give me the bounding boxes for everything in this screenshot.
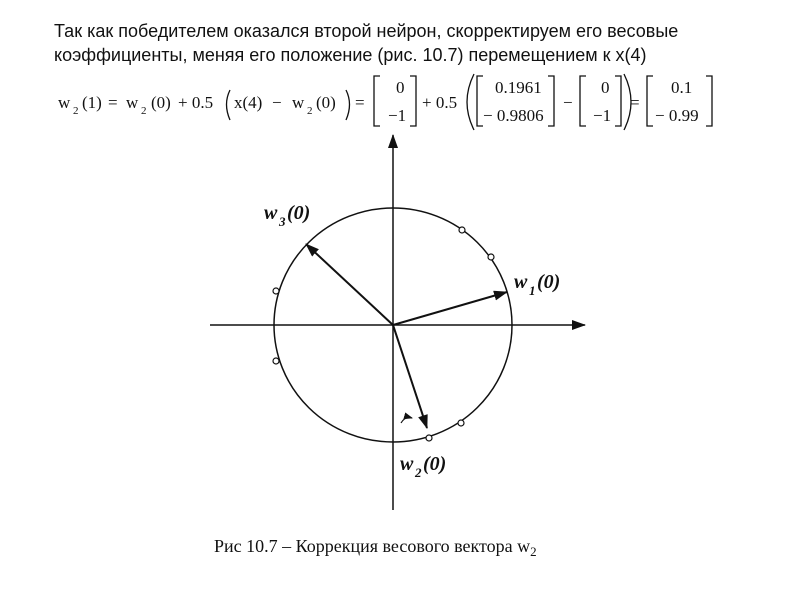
formula-sub-2a: 2 bbox=[73, 105, 79, 117]
input-point-x4 bbox=[426, 435, 432, 441]
matrix3-top: 0 bbox=[601, 78, 610, 97]
label-w2-arg: (0) bbox=[423, 453, 447, 475]
label-w1: w bbox=[514, 271, 528, 293]
label-w3-arg: (0) bbox=[287, 202, 311, 224]
formula-minus-2: − bbox=[563, 93, 573, 112]
matrix2-top: 0.1961 bbox=[495, 78, 542, 97]
formula-eq-3: = bbox=[630, 93, 640, 112]
formula-eq-2: = bbox=[355, 93, 365, 112]
label-w2: w bbox=[400, 453, 414, 475]
input-point bbox=[459, 227, 465, 233]
formula-plus-half: + 0.5 bbox=[178, 93, 214, 112]
vector-w2 bbox=[393, 325, 427, 428]
formula-w2-0b: w bbox=[292, 93, 305, 112]
formula-sub-2c: 2 bbox=[307, 105, 313, 117]
matrix1-bottom: −1 bbox=[388, 106, 407, 125]
formula-arg-0: (0) bbox=[151, 93, 171, 112]
paragraph-line-2: коэффициенты, меняя его положение (рис. 10.7) перемещением к x(4) bbox=[54, 45, 647, 65]
caption-text: Рис 10.7 – Коррекция весового вектора w bbox=[214, 536, 531, 556]
matrix3-bottom: −1 bbox=[593, 106, 612, 125]
input-point bbox=[488, 254, 494, 260]
formula-minus-1: − bbox=[272, 93, 282, 112]
figure-caption bbox=[214, 536, 537, 560]
formula-arg-0b: (0) bbox=[316, 93, 336, 112]
input-point bbox=[273, 358, 279, 364]
vector-w1 bbox=[393, 292, 507, 325]
formula-eq-1: = bbox=[108, 93, 118, 112]
label-w1-arg: (0) bbox=[537, 271, 561, 293]
label-w1-sub: 1 bbox=[529, 283, 536, 298]
caption-sub: 2 bbox=[530, 544, 537, 559]
formula-w2-1: w bbox=[58, 93, 71, 112]
label-w3-sub: 3 bbox=[279, 214, 286, 229]
matrix1-top: 0 bbox=[396, 78, 405, 97]
matrix2-bottom: − 0.9806 bbox=[483, 106, 544, 125]
vector-w3 bbox=[306, 244, 393, 325]
matrix4-top: 0.1 bbox=[671, 78, 693, 97]
correction-arrow bbox=[401, 418, 412, 423]
formula-sub-2b: 2 bbox=[141, 105, 147, 117]
formula-plus-half-2: + 0.5 bbox=[422, 93, 458, 112]
input-point bbox=[273, 288, 279, 294]
label-w3: w bbox=[264, 202, 278, 224]
formula-w2-0: w bbox=[126, 93, 139, 112]
paragraph-line-1: Так как победителем оказался второй нейрон, скорректируем его весовые bbox=[54, 21, 679, 41]
label-w2-sub: 2 bbox=[415, 465, 422, 480]
matrix4-bottom: − 0.99 bbox=[655, 106, 699, 125]
formula-arg-1: (1) bbox=[82, 93, 102, 112]
input-point bbox=[458, 420, 464, 426]
formula-x4: x(4) bbox=[234, 93, 263, 112]
